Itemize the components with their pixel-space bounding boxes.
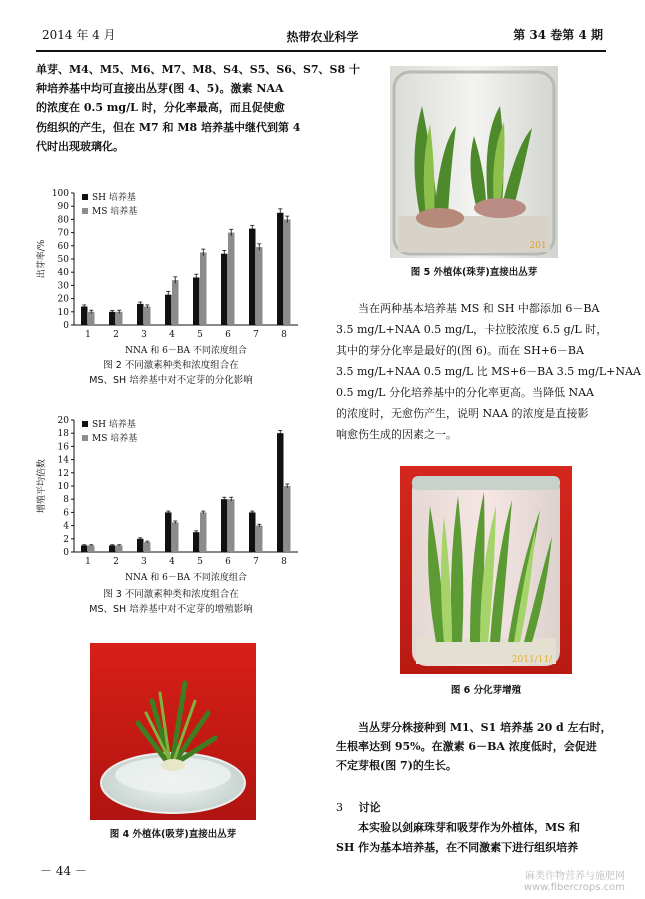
photo-date-stamp: 2011/11/ bbox=[511, 655, 553, 665]
figure-3-caption bbox=[36, 587, 306, 617]
header-date: 2014 年 4 月 bbox=[42, 28, 116, 42]
bar bbox=[284, 219, 291, 325]
running-header bbox=[42, 26, 603, 44]
right-paragraph-2 bbox=[336, 718, 612, 775]
figure-4-caption: 图 4 外植体(吸芽)直接出丛芽 bbox=[109, 829, 237, 840]
bar bbox=[256, 526, 263, 552]
text-line: 生根率达到 95%。在激素 6－BA 浓度低时，会促进 bbox=[336, 740, 597, 753]
x-tick-label: 7 bbox=[253, 557, 259, 567]
y-tick-label: 0 bbox=[63, 548, 69, 558]
text-line: 3.5 mg/L+NAA 0.5 mg/L，卡拉胶浓度 6.5 g/L 时， bbox=[336, 323, 608, 336]
bar bbox=[249, 229, 256, 325]
bar bbox=[137, 539, 144, 552]
bar bbox=[200, 512, 207, 552]
y-tick-label: 30 bbox=[57, 281, 69, 292]
x-tick-label: 6 bbox=[225, 330, 231, 340]
x-tick-label: 5 bbox=[197, 557, 203, 567]
bar bbox=[109, 545, 116, 552]
y-tick-label: 4 bbox=[63, 521, 69, 532]
figure-5-caption: 图 5 外植体(珠芽)直接出丛芽 bbox=[410, 267, 538, 278]
bar bbox=[165, 512, 172, 552]
figure-2-caption bbox=[36, 358, 306, 388]
x-tick-label: 8 bbox=[281, 557, 287, 567]
text-line: 3.5 mg/L+NAA 0.5 mg/L 比 MS+6－BA 3.5 mg/L+NAA bbox=[336, 365, 641, 378]
right-paragraph-1 bbox=[336, 298, 641, 445]
bar bbox=[277, 213, 284, 325]
x-tick-label: 6 bbox=[225, 557, 231, 567]
y-tick-label: 50 bbox=[57, 255, 69, 265]
legend-swatch bbox=[82, 208, 88, 214]
y-tick-label: 14 bbox=[57, 455, 69, 466]
bar bbox=[88, 312, 95, 325]
x-tick-label: 5 bbox=[197, 330, 203, 340]
y-tick-label: 12 bbox=[57, 468, 69, 479]
bar bbox=[249, 512, 256, 552]
bar bbox=[193, 277, 200, 325]
legend-swatch bbox=[82, 421, 88, 427]
x-tick-label: 1 bbox=[85, 330, 91, 340]
figure-4-photo bbox=[90, 643, 256, 820]
bar bbox=[228, 233, 235, 325]
bar bbox=[88, 545, 95, 552]
figure-6-photo bbox=[400, 466, 572, 674]
figure-3-bar-chart bbox=[36, 412, 306, 584]
x-tick-label: 2 bbox=[113, 557, 119, 567]
y-tick-label: 18 bbox=[57, 429, 69, 440]
y-tick-label: 80 bbox=[57, 215, 69, 226]
bar bbox=[284, 486, 291, 552]
y-tick-label: 20 bbox=[57, 294, 69, 305]
bar bbox=[221, 254, 228, 325]
photo-date-stamp: 201 bbox=[529, 241, 547, 251]
text-line: 伤组织的产生，但在 M7 和 M8 培养基中继代到第 4 bbox=[36, 120, 301, 134]
bar bbox=[228, 499, 235, 552]
caption-line: 图 2 不同激素种类和浓度组合在 bbox=[103, 360, 239, 371]
y-tick-label: 8 bbox=[63, 495, 69, 506]
y-tick-label: 100 bbox=[51, 189, 69, 199]
legend-label: SH 培养基 bbox=[92, 193, 136, 203]
legend-label: SH 培养基 bbox=[92, 420, 136, 430]
text-line: 种培养基中均可直接出丛芽(图 4、5)。激素 NAA bbox=[36, 82, 284, 96]
bar bbox=[165, 295, 172, 325]
y-tick-label: 0 bbox=[63, 321, 69, 331]
caption-line: MS、SH 培养基中对不定芽的分化影响 bbox=[89, 375, 253, 386]
page-number: － 44 － bbox=[40, 864, 87, 878]
bar bbox=[116, 545, 123, 552]
x-tick-label: 2 bbox=[113, 330, 119, 340]
text-line: 本实验以剑麻珠芽和吸芽作为外植体，MS 和 bbox=[358, 821, 580, 834]
text-line: 的浓度时，无愈伤产生，说明 NAA 的浓度是直接影 bbox=[336, 407, 589, 420]
text-line: 当在两种基本培养基 MS 和 SH 中都添加 6－BA bbox=[358, 302, 600, 315]
y-axis-label: 出芽率/% bbox=[37, 239, 47, 279]
bar bbox=[81, 545, 88, 552]
watermark-url: www.fibercrops.com bbox=[523, 882, 625, 893]
left-paragraph bbox=[36, 60, 360, 156]
y-tick-label: 10 bbox=[57, 482, 69, 492]
header-rule bbox=[36, 50, 606, 52]
bar bbox=[193, 532, 200, 552]
y-tick-label: 60 bbox=[57, 241, 69, 252]
right-paragraph-3 bbox=[336, 818, 608, 858]
text-line: 当丛芽分株接种到 M1、S1 培养基 20 d 左右时， bbox=[358, 721, 612, 734]
x-tick-label: 3 bbox=[141, 330, 147, 340]
text-line: 不定芽根(图 7)的生长。 bbox=[336, 759, 457, 772]
text-line: 的浓度在 0.5 mg/L 时，分化率最高，而且促使愈 bbox=[36, 101, 285, 115]
figure-6-caption: 图 6 分化芽增殖 bbox=[450, 685, 522, 696]
text-line: 其中的芽分化率是最好的(图 6)。而在 SH+6－BA bbox=[336, 344, 584, 357]
section-title: 讨论 bbox=[358, 801, 381, 814]
section-heading bbox=[336, 799, 381, 815]
y-tick-label: 16 bbox=[57, 442, 69, 453]
y-tick-label: 10 bbox=[57, 307, 69, 318]
figure-2-bar-chart bbox=[36, 185, 306, 357]
x-tick-label: 4 bbox=[169, 557, 175, 567]
y-axis-label: 增殖平均倍数 bbox=[37, 458, 47, 514]
bar bbox=[172, 522, 179, 552]
bar bbox=[116, 312, 123, 325]
issue-info: 第 34 卷第 4 期 bbox=[513, 28, 603, 42]
y-tick-label: 90 bbox=[57, 202, 69, 213]
x-axis-label: NNA 和 6－BA 不同浓度组合 bbox=[125, 573, 247, 583]
bar bbox=[172, 280, 179, 325]
text-line: 代时出现玻璃化。 bbox=[36, 139, 124, 153]
bar bbox=[256, 247, 263, 325]
text-line: 0.5 mg/L 分化培养基中的分化率更高。当降低 NAA bbox=[336, 386, 594, 399]
x-tick-label: 4 bbox=[169, 330, 175, 340]
bar bbox=[144, 307, 151, 325]
caption-line: MS、SH 培养基中对不定芽的增殖影响 bbox=[89, 604, 253, 615]
x-tick-label: 3 bbox=[141, 557, 147, 567]
figure-5-photo bbox=[390, 66, 558, 258]
journal-title: 热带农业科学 bbox=[286, 30, 359, 44]
legend-swatch bbox=[82, 194, 88, 200]
legend-label: MS 培养基 bbox=[92, 207, 138, 217]
y-tick-label: 6 bbox=[63, 508, 69, 519]
y-tick-label: 2 bbox=[63, 534, 69, 545]
x-axis-label: NNA 和 6－BA 不同浓度组合 bbox=[125, 346, 247, 356]
watermark-site-name: 麻类作物营养与施肥网 bbox=[525, 871, 625, 882]
bar bbox=[81, 307, 88, 325]
y-tick-label: 70 bbox=[57, 228, 69, 239]
bar bbox=[137, 304, 144, 325]
bar bbox=[144, 542, 151, 552]
y-tick-label: 20 bbox=[57, 416, 69, 426]
bar bbox=[277, 433, 284, 552]
bar bbox=[200, 252, 207, 325]
text-line: 单芽、M4、M5、M6、M7、M8、S4、S5、S6、S7、S8 十 bbox=[36, 63, 360, 76]
text-line: SH 作为基本培养基，在不同激素下进行组织培养 bbox=[336, 841, 579, 854]
x-tick-label: 7 bbox=[253, 330, 259, 340]
text-line: 响愈伤生成的因素之一。 bbox=[336, 428, 457, 441]
bar bbox=[221, 499, 228, 552]
legend-swatch bbox=[82, 435, 88, 441]
section-number: 3 bbox=[336, 801, 343, 814]
y-tick-label: 40 bbox=[57, 268, 69, 279]
x-tick-label: 1 bbox=[85, 557, 91, 567]
bar bbox=[109, 312, 116, 325]
caption-line: 图 3 不同激素种类和浓度组合在 bbox=[103, 589, 239, 600]
x-tick-label: 8 bbox=[281, 330, 287, 340]
legend-label: MS 培养基 bbox=[92, 434, 138, 444]
